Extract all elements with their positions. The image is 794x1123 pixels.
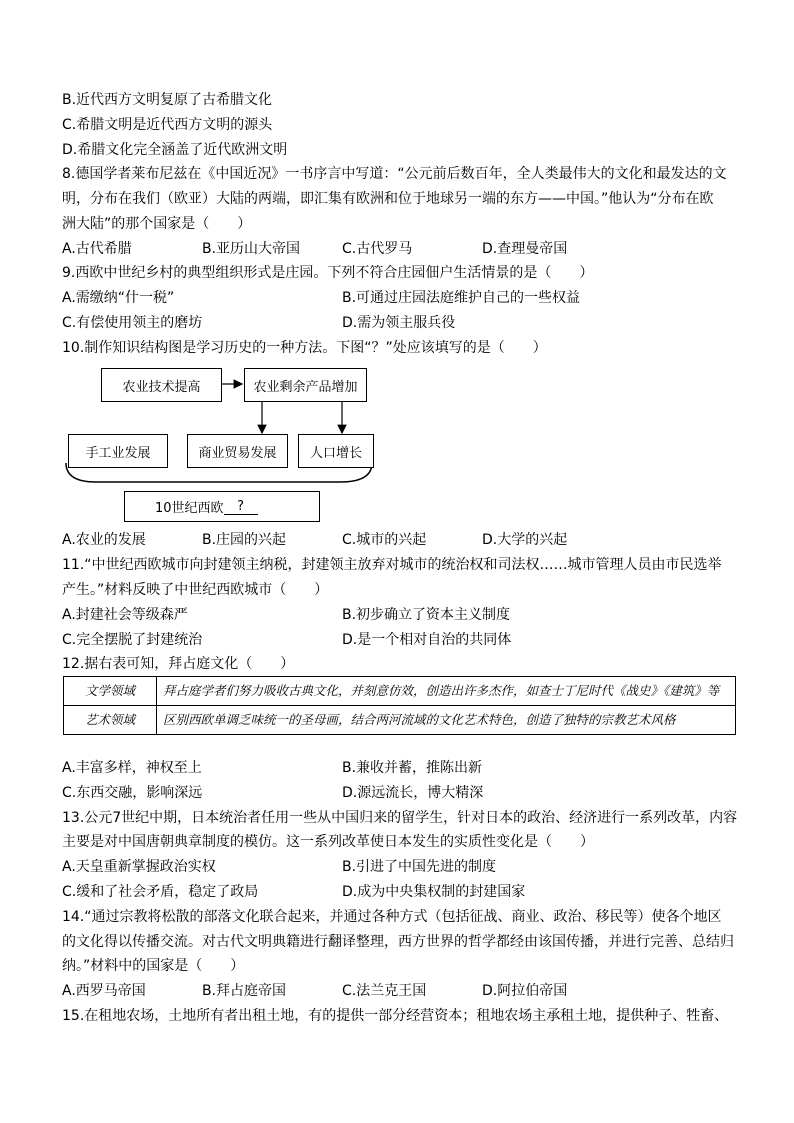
q9-option-b: B.可通过庄园法庭维护自己的一些权益 bbox=[342, 290, 581, 306]
q12-option-b: B.兼收并蓄，推陈出新 bbox=[342, 760, 483, 776]
q7-option-d: D.希腊文化完全涵盖了近代欧洲文明 bbox=[62, 142, 288, 158]
q10-option-c: C.城市的兴起 bbox=[342, 532, 427, 548]
node-handicraft-label: 手工业发展 bbox=[85, 445, 151, 461]
q8-option-b: B.亚历山大帝国 bbox=[202, 241, 301, 257]
q13-option-b: B.引进了中国先进的制度 bbox=[342, 859, 497, 875]
q11-stem-line2: 产生。”材料反映了中世纪西欧城市（ ） bbox=[62, 582, 329, 598]
q10-option-a: A.农业的发展 bbox=[62, 532, 146, 548]
q14-option-b: B.拜占庭帝国 bbox=[202, 983, 287, 999]
q10-stem: 10.制作知识结构图是学习历史的一种方法。下图“？”处应该填写的是（ ） bbox=[62, 340, 547, 356]
q8-option-c: C.古代罗马 bbox=[342, 241, 413, 257]
node-trade-label: 商业贸易发展 bbox=[198, 445, 277, 461]
q15-stem-line1: 15.在租地农场，土地所有者出租土地，有的提供一部分经营资本；租地农场主承租土地，提供种子、牲畜、 bbox=[62, 1008, 729, 1024]
node-agri-tech-label: 农业技术提高 bbox=[122, 379, 201, 395]
q12-option-a: A.丰富多样，神权至上 bbox=[62, 760, 202, 776]
table-row bbox=[64, 706, 736, 735]
table-cell-body: 拜占庭学者们努力吸收古典文化，并刻意仿效，创造出许多杰作，如查士丁尼时代《战史》《建筑》等 bbox=[157, 677, 736, 706]
q14-stem-line1: 14.“通过宗教将松散的部落文化联合起来，并通过各种方式（包括征战、商业、政治、移民等）使各个地区 bbox=[62, 909, 722, 925]
node-agri-tech bbox=[101, 368, 222, 402]
q9-stem: 9.西欧中世纪乡村的典型组织形式是庄园。下列不符合庄园佃户生活情景的是（ ） bbox=[62, 265, 594, 281]
q14-stem-line3: 纳。”材料中的国家是（ ） bbox=[62, 958, 245, 974]
q8-stem-line1: 8.德国学者莱布尼兹在《中国近况》一书序言中写道：“公元前后数百年，全人类最伟大的文化和最发达的文 bbox=[62, 166, 727, 182]
table-row bbox=[64, 677, 736, 706]
table-cell-head: 文学领域 bbox=[64, 677, 157, 706]
q14-stem-line2: 的文化得以传播交流。对古代文明典籍进行翻译整理，西方世界的哲学都经由该国传播，并进行完善、总结归 bbox=[62, 934, 734, 950]
q8-stem-line3: 洲大陆”的那个国家是（ ） bbox=[62, 216, 252, 232]
q7-option-c: C.希腊文明是近代西方文明的源头 bbox=[62, 117, 273, 133]
q13-stem-line1: 13.公元7世纪中期，日本统治者任用一些从中国归来的留学生，针对日本的政治、经济进行一系列改革，内容 bbox=[62, 810, 738, 826]
q12-option-d: D.源远流长，博大精深 bbox=[342, 785, 484, 801]
q12-stem: 12.据右表可知，拜占庭文化（ ） bbox=[62, 656, 295, 672]
q14-option-d: D.阿拉伯帝国 bbox=[482, 983, 568, 999]
q11-option-d: D.是一个相对自治的共同体 bbox=[342, 632, 512, 648]
q13-stem-line2: 主要是对中国唐朝典章制度的模仿。这一系列改革使日本发生的实质性变化是（ ） bbox=[62, 834, 594, 850]
byzantine-culture-table bbox=[63, 676, 736, 735]
q8-stem-line2: 明，分布在我们（欧亚）大陆的两端，即汇集有欧洲和位于地球另一端的东方——中国。”他认为“分布在欧 bbox=[62, 191, 714, 207]
node-population-label: 人口增长 bbox=[309, 445, 362, 461]
node-result-blank: ? bbox=[224, 499, 258, 515]
q13-option-a: A.天皇重新掌握政治实权 bbox=[62, 859, 216, 875]
q8-option-a: A.古代希腊 bbox=[62, 241, 132, 257]
q14-option-c: C.法兰克王国 bbox=[342, 983, 427, 999]
q11-option-c: C.完全摆脱了封建统治 bbox=[62, 632, 203, 648]
q11-option-a: A.封建社会等级森严 bbox=[62, 607, 188, 623]
q11-stem-line1: 11.“中世纪西欧城市向封建领主纳税，封建领主放弃对城市的统治权和司法权……城市管理人员由市民选举 bbox=[62, 557, 722, 573]
node-result bbox=[124, 491, 320, 522]
q9-option-a: A.需缴纳“什一税” bbox=[62, 290, 175, 306]
q10-option-d: D.大学的兴起 bbox=[482, 532, 568, 548]
q13-option-d: D.成为中央集权制的封建国家 bbox=[342, 884, 526, 900]
q9-option-d: D.需为领主服兵役 bbox=[342, 315, 456, 331]
node-surplus-label: 农业剩余产品增加 bbox=[253, 379, 358, 395]
node-surplus bbox=[244, 368, 367, 402]
node-trade bbox=[187, 434, 288, 468]
q8-option-d: D.查理曼帝国 bbox=[482, 241, 568, 257]
q12-option-c: C.东西交融，影响深远 bbox=[62, 785, 203, 801]
q10-option-b: B.庄园的兴起 bbox=[202, 532, 287, 548]
q11-option-b: B.初步确立了资本主义制度 bbox=[342, 607, 511, 623]
q9-option-c: C.有偿使用领主的磨坊 bbox=[62, 315, 203, 331]
q7-option-b: B.近代西方文明复原了古希腊文化 bbox=[62, 92, 273, 108]
table-cell-body: 区别西欧单调乏味统一的圣母画，结合两河流域的文化艺术特色，创造了独特的宗教艺术风格 bbox=[157, 706, 736, 735]
node-result-prefix: 10世纪西欧 bbox=[155, 501, 224, 516]
q14-option-a: A.西罗马帝国 bbox=[62, 983, 146, 999]
table-cell-head: 艺术领域 bbox=[64, 706, 157, 735]
node-handicraft bbox=[68, 434, 168, 468]
node-population bbox=[298, 434, 374, 468]
q13-option-c: C.缓和了社会矛盾，稳定了政局 bbox=[62, 884, 259, 900]
